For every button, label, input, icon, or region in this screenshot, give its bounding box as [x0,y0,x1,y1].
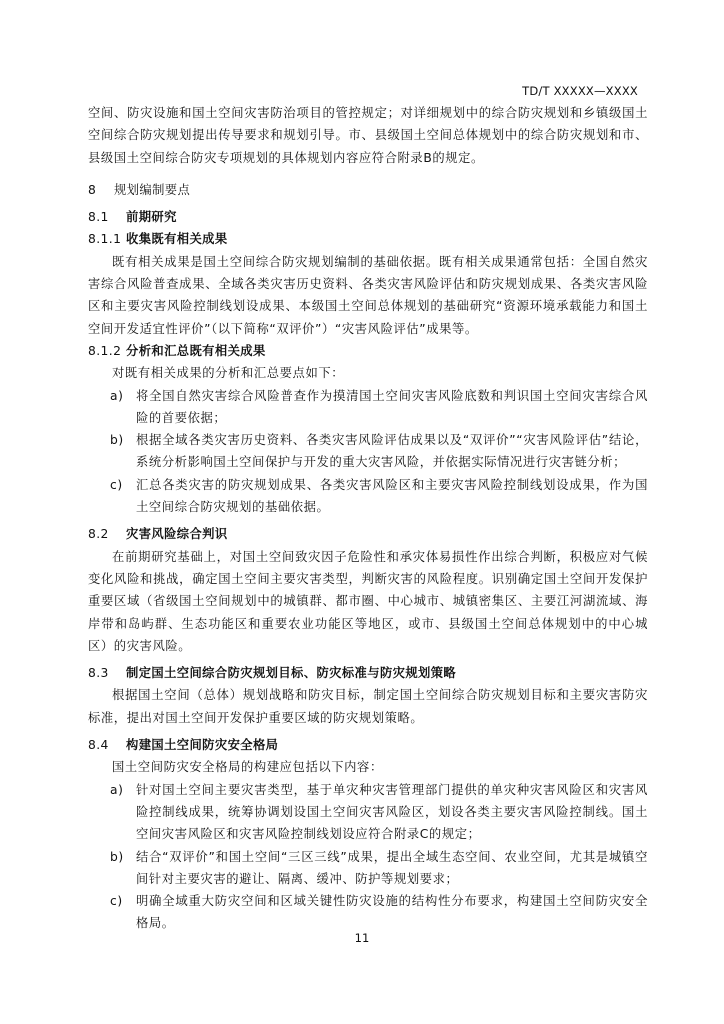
section-8-1-heading [88,206,648,228]
list-text: 结合“双评价”和国土空间“三区三线”成果，提出全域生态空间、农业空间，尤其是城镇空间针对主要灾害的避让、隔离、缓冲、防护等规划要求； [136,849,648,886]
section-number: 8.1 [88,210,109,225]
list-intro: 国土空间防灾安全格局的构建应包括以下内容： [112,760,383,775]
paragraph: 在前期研究基础上，对国土空间致灾因子危险性和承灾体易损性作出综合判断，积极应对气候变化风险和挑战，确定国土空间主要灾害类型，判断灾害的风险程度。识别确定国土空间开发保护重要区域（省级国土空间规划中的城镇群、都市圈、中心城市、城镇密集区、主要江河湖流域、海岸带和岛屿群、生态功能区和重要农业功能区等地区，或市、县级国土空间总体规划中的中心城区）的灾害风险。 [88,549,648,653]
continued-paragraph: 空间、防灾设施和国土空间灾害防治项目的管控规定；对详细规划中的综合防灾规划和乡镇级国土空间综合防灾规划提出传导要求和规划引导。市、县级国土空间总体规划中的综合防灾规划和市、县级国土空间综合防灾专项规划的具体规划内容应符合附录B的规定。 [88,106,648,165]
section-8-4-heading [88,734,648,756]
section-8-1-2-heading [88,340,648,362]
section-title: 灾害风险综合判识 [126,527,228,542]
list-text: 汇总各类灾害的防灾规划成果、各类灾害风险区和主要灾害风险控制线划设成果，作为国土空间综合防灾规划的基础依据。 [136,477,648,515]
section-number: 8.2 [88,527,109,542]
section-number: 8.1.1 [88,232,122,247]
section-title: 制定国土空间综合防灾规划目标、防灾标准与防灾规划策略 [126,666,457,681]
section-8-3-heading [88,662,648,684]
page-content [88,102,648,935]
section-number: 8.4 [88,738,109,753]
list-label: c) [110,477,123,492]
section-title: 前期研究 [126,210,177,225]
list-label: b) [110,849,124,864]
section-8-2-heading [88,523,648,545]
list-label: a) [110,388,124,403]
section-number: 8 [88,182,97,197]
list-item [88,474,648,519]
paragraph: 既有相关成果是国土空间综合防灾规划编制的基础依据。既有相关成果通常包括：全国自然灾害综合风险普查成果、全域各类灾害历史资料、各类灾害风险评估和防灾规划成果、各类灾害风险区和主要灾害风险控制线划设成果、本级国土空间总体规划的基础研究“资源环境承载能力和国土空间开发适宜性评价”（以下简称“双评价”）“灾害风险评估”成果等。 [88,254,648,336]
section-title: 收集既有相关成果 [126,232,228,247]
list-text: 明确全域重大防灾空间和区域关键性防灾设施的结构性分布要求，构建国土空间防灾安全格局。 [136,894,648,931]
document-code-header: TD/T XXXXX—XXXX [522,84,638,98]
list-intro: 对既有相关成果的分析和汇总要点如下： [112,366,345,381]
list-text: 针对国土空间主要灾害类型，基于单灾种灾害管理部门提供的单灾种灾害风险区和灾害风险控制线成果，统筹协调划设国土空间灾害风险区，划设各类主要灾害风险控制线。国土空间灾害风险区和灾害风险控制线划设应符合附录C的规定； [136,782,648,842]
page-number: 11 [354,931,370,945]
list-item [88,890,648,935]
list-text: 根据全域各类灾害历史资料、各类灾害风险评估成果以及“双评价”“灾害风险评估”结论，系统分析影响国土空间保护与开发的重大灾害风险，并依据实际情况进行灾害链分析； [136,433,648,470]
list-item [88,429,648,474]
list-label: a) [110,782,124,797]
section-title: 规划编制要点 [114,182,191,197]
list-text: 将全国自然灾害综合风险普查作为摸清国土空间灾害风险底数和判识国土空间灾害综合风险的首要依据； [136,388,648,425]
section-title: 构建国土空间防灾安全格局 [126,738,279,753]
list-item [88,385,648,430]
list-label: c) [110,894,123,909]
list-item [88,779,648,846]
section-8-heading [88,179,648,201]
list-label: b) [110,433,124,448]
section-8-1-1-heading [88,228,648,250]
section-title: 分析和汇总既有相关成果 [126,343,266,358]
section-number: 8.3 [88,666,109,681]
list-item [88,846,648,891]
paragraph: 根据国土空间（总体）规划战略和防灾目标，制定国土空间综合防灾规划目标和主要灾害防灾标准，提出对国土空间开发保护重要区域的防灾规划策略。 [88,688,648,725]
section-number: 8.1.2 [88,343,122,358]
